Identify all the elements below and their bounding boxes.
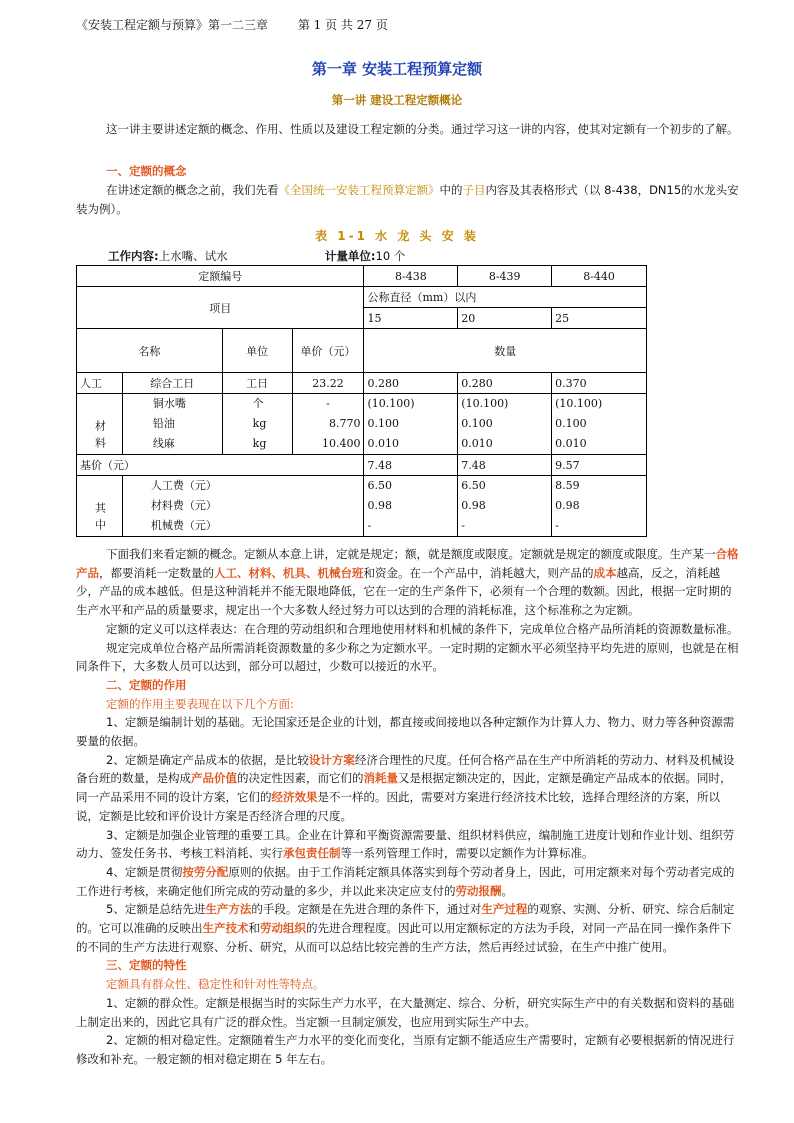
qty-cell: 0.100 bbox=[367, 417, 399, 430]
work-value: 上水嘴、试水 bbox=[158, 249, 228, 263]
qty-cell: (10.100) bbox=[555, 397, 603, 410]
code-cell: 8-440 bbox=[552, 266, 647, 287]
qty-cell: 7.48 bbox=[364, 455, 458, 476]
text: 和资金。在一个产品中，消耗越大，则产品的 bbox=[363, 565, 594, 580]
text: 越高，反之，消耗越少，产品的成本越低。但是这种消耗并不能无限地降低，它在一定的生产条件下，必须有一个合理的数额。因此，根据一定时期的生产水平和产品的质量要求，规定出一个大多数人经过努力可以达到的合理的消耗标准，这个标准称之为定额。 bbox=[76, 565, 732, 618]
highlight-term: 生产过程 bbox=[481, 902, 528, 917]
text: 的观察、实测、分析、研究、综合后制定的。它可以准确的反映出 bbox=[76, 902, 735, 936]
material-qty-col bbox=[364, 394, 458, 455]
qty-cell: 9.57 bbox=[552, 455, 647, 476]
intro-paragraph: 这一讲主要讲述定额的概念、作用、性质以及建设工程定额的分类。通过学习这一讲的内容，使其对定额有一个初步的了解。 bbox=[106, 122, 739, 136]
table-row bbox=[77, 394, 647, 455]
highlight-term: 子目 bbox=[462, 183, 486, 197]
text: 的决定性因素，而它们的 bbox=[237, 771, 364, 786]
diameter-cell: 20 bbox=[458, 308, 552, 329]
item-unit: kg bbox=[252, 417, 267, 430]
qty-cell: 0.010 bbox=[367, 437, 399, 450]
highlight-term: 生产方法 bbox=[205, 902, 252, 917]
concept-paragraph bbox=[76, 545, 740, 620]
qty-cell: 0.010 bbox=[555, 437, 587, 450]
qty-cell: (10.100) bbox=[461, 397, 509, 410]
text: 内容及其表格形式（以 8-438，DN15的水龙头安装为例）。 bbox=[76, 183, 739, 216]
table-row bbox=[77, 373, 647, 394]
text: ，都要消耗一定数量的 bbox=[99, 565, 214, 580]
unit-label: 计量单位: bbox=[324, 249, 376, 263]
chapter-title: 第一章 安装工程预算定额 bbox=[311, 60, 483, 78]
section-2-title: 二、定额的作用 bbox=[106, 677, 187, 692]
body-text bbox=[76, 545, 740, 1069]
category-cell: 人工 bbox=[77, 373, 123, 394]
highlight-term: 人工、材料、机具、机械台班 bbox=[214, 565, 364, 580]
qty-cell: 0.370 bbox=[552, 373, 647, 394]
highlight-term: 合格产品 bbox=[76, 547, 739, 580]
qty-cell: 0.280 bbox=[458, 373, 552, 394]
table-caption: 表 1-1 水 龙 头 安 装 bbox=[315, 229, 479, 243]
item-name: 材料费（元） bbox=[150, 499, 217, 512]
table-row bbox=[77, 476, 647, 537]
text: 3、定额是加强企业管理的重要工具。企业在计算和平衡资源需要量、组织材料供应，编制施工进度计划和作业计划、组织劳动力、签发任务书、考核工料消耗、实行 bbox=[76, 827, 735, 861]
item-name: 综合工日 bbox=[122, 373, 222, 394]
unit-col: 单位 bbox=[222, 329, 292, 373]
standard-link[interactable]: 《全国统一安装工程预算定额》 bbox=[278, 183, 440, 197]
section-1 bbox=[76, 162, 740, 219]
role-4 bbox=[76, 863, 740, 900]
qty-cell: 6.50 bbox=[461, 479, 486, 492]
code-cell: 8-438 bbox=[364, 266, 458, 287]
text: 2、定额是确定产品成本的依据，是比较 bbox=[106, 752, 309, 767]
text: 。 bbox=[501, 883, 513, 898]
table-row bbox=[77, 266, 647, 287]
qty-cell: 8.59 bbox=[555, 479, 580, 492]
table-row bbox=[77, 455, 647, 476]
item-unit: kg bbox=[252, 437, 267, 450]
highlight-term: 消耗量 bbox=[363, 771, 398, 786]
role-3 bbox=[76, 826, 740, 863]
qty-label: 数量 bbox=[364, 329, 647, 373]
level-paragraph: 规定完成单位合格产品所需消耗资源数量的多少称之为定额水平。一定时期的定额水平必须坚持平均先进的原则，也就是在相同条件下，大多数人员可以达到，部分可以超过，少数可以接近的水平。 bbox=[76, 640, 739, 674]
qty-cell: - bbox=[461, 519, 465, 532]
diameter-cell: 15 bbox=[364, 308, 458, 329]
doc-title: 《安装工程定额与预算》第一二三章 bbox=[76, 18, 269, 32]
section-1-paragraph bbox=[76, 181, 740, 219]
definition-paragraph: 定额的定义可以这样表达：在合理的劳动组织和合理地使用材料和机械的条件下，完成单位合格产品所消耗的资源数量标准。 bbox=[106, 621, 739, 636]
highlight-term: 产品价值 bbox=[191, 771, 237, 786]
role-2 bbox=[76, 751, 740, 826]
code-label: 定额编号 bbox=[77, 266, 364, 287]
qty-cell: (10.100) bbox=[367, 397, 415, 410]
included-qty-col bbox=[458, 476, 552, 537]
qty-cell: 0.98 bbox=[367, 499, 392, 512]
qty-cell: 0.010 bbox=[461, 437, 493, 450]
text: 5、定额是总结先进 bbox=[106, 902, 206, 917]
work-label: 工作内容: bbox=[108, 249, 159, 263]
trait-1: 1、定额的群众性。定额是根据当时的实际生产力水平，在大量测定、综合、分析，研究实际生产中的有关数据和资料的基础上制定出来的，因此它具有广泛的群众性。当定额一旦制定颁发，也应用到实际生产中去。 bbox=[76, 995, 735, 1029]
diameter-cell: 25 bbox=[552, 308, 647, 329]
text: 原则的依据。由于工作消耗定额具体落实到每个劳动者身上，因此，可用定额来对每个劳动者完成的工作进行考核，来确定他们所完成的劳动量的多少，并以此来决定应支付的 bbox=[76, 864, 735, 898]
highlight-term: 成本 bbox=[593, 565, 617, 580]
page-number: 第 1 页 共 27 页 bbox=[297, 18, 388, 32]
section-2-lead: 定额的作用主要表现在以下几个方面: bbox=[106, 696, 294, 711]
highlight-term: 生产技术 bbox=[202, 921, 249, 936]
item-price: 10.400 bbox=[321, 437, 361, 450]
text: 的手段。定额是在先进合理的条件下，通过对 bbox=[251, 902, 482, 917]
item-name: 铅油 bbox=[152, 417, 175, 430]
text: 中的 bbox=[439, 183, 463, 197]
table-meta bbox=[108, 248, 405, 264]
item-unit: 工日 bbox=[222, 373, 292, 394]
item-name: 人工费（元） bbox=[150, 479, 217, 492]
name-label: 名称 bbox=[77, 329, 223, 373]
item-name: 铜水嘴 bbox=[152, 397, 186, 410]
unit-value: 10 个 bbox=[375, 249, 406, 263]
material-qty-col bbox=[552, 394, 647, 455]
section-3-lead: 定额具有群众性、稳定性和针对性等特点。 bbox=[106, 977, 325, 992]
text: 又是根据定额决定的，因此，定额是确定产品成本的依据。同时，同一产品采用不同的设计方案，它们的 bbox=[76, 771, 732, 805]
qty-cell: - bbox=[367, 519, 372, 532]
text: 是不一样的。因此，需要对方案进行经济技术比较，选择合理经济的方案，所以说，定额是比较和评价设计方案是否经济合理的尺度。 bbox=[76, 790, 720, 823]
role-1: 1、定额是编制计划的基础。无论国家还是企业的计划，都直接或间接地以各种定额作为计算人力、物力、财力等各种资源需要量的依据。 bbox=[76, 715, 735, 749]
qty-cell: 6.50 bbox=[367, 479, 392, 492]
category-cell: 其中 bbox=[77, 476, 123, 537]
text: 等一系列管理工作时，需要以定额作为计算标准。 bbox=[340, 846, 594, 861]
section-1-title: 一、定额的概念 bbox=[106, 164, 187, 178]
highlight-term: 经济效果 bbox=[271, 790, 318, 805]
included-qty-col bbox=[552, 476, 647, 537]
included-qty-col bbox=[364, 476, 458, 537]
qty-cell: 0.98 bbox=[461, 499, 486, 512]
item-label: 项目 bbox=[77, 287, 364, 329]
item-price: 23.22 bbox=[292, 373, 364, 394]
qty-cell: 0.280 bbox=[364, 373, 458, 394]
material-names bbox=[122, 394, 222, 455]
text: 的先进合理程度。因此可以用定额标定的方法为手段，对同一产品在同一操作条件下的不同的生产方法进行观察、分析、研究，从而可以总结比较完善的生产方法，然后再经过试验，在生产中推广使用。 bbox=[76, 921, 732, 954]
highlight-term: 设计方案 bbox=[308, 752, 355, 767]
item-name: 机械费（元） bbox=[150, 519, 217, 532]
qty-cell: 0.100 bbox=[461, 417, 493, 430]
item-unit: 个 bbox=[252, 397, 264, 410]
diameter-label: 公称直径（mm）以内 bbox=[364, 287, 647, 308]
highlight-term: 按劳分配 bbox=[182, 864, 229, 879]
code-cell: 8-439 bbox=[458, 266, 552, 287]
text: 和 bbox=[248, 921, 260, 936]
lecture-title: 第一讲 建设工程定额概论 bbox=[331, 93, 463, 107]
text: 经济合理性的尺度。任何合格产品在生产中所消耗的劳动力、材料及机械设备台班的数量，是构成 bbox=[76, 752, 735, 786]
quota-table bbox=[76, 265, 647, 537]
highlight-term: 承包责任制 bbox=[283, 846, 341, 861]
category-cell: 材料 bbox=[77, 394, 123, 455]
price-col: 单价（元） bbox=[292, 329, 364, 373]
text: 下面我们来看定额的概念。定额从本意上讲，定就是规定；额，就是额度或限度。定额就是规定的额度或限度。生产某一 bbox=[106, 547, 716, 561]
text: 4、定额是贯彻 bbox=[106, 864, 183, 879]
table-row bbox=[77, 329, 647, 373]
qty-cell: 0.98 bbox=[555, 499, 580, 512]
highlight-term: 劳动组织 bbox=[260, 921, 306, 936]
material-units bbox=[222, 394, 292, 455]
item-name: 线麻 bbox=[152, 437, 175, 450]
trait-2: 2、定额的相对稳定性。定额随着生产力水平的变化而变化，当原有定额不能适应生产需要时，定额有必要根据新的情况进行修改和补充。一般定额的相对稳定期在 5 年左右。 bbox=[76, 1033, 735, 1066]
item-price: 8.770 bbox=[328, 417, 361, 430]
qty-cell: - bbox=[555, 519, 559, 532]
text: 在讲述定额的概念之前，我们先看 bbox=[106, 183, 279, 197]
item-price: - bbox=[326, 397, 330, 410]
material-qty-col bbox=[458, 394, 552, 455]
table-row bbox=[77, 287, 647, 308]
material-prices bbox=[292, 394, 364, 455]
role-5 bbox=[76, 900, 740, 956]
section-3-title: 三、定额的特性 bbox=[106, 958, 187, 973]
qty-cell: 0.100 bbox=[555, 417, 587, 430]
qty-cell: 7.48 bbox=[458, 455, 552, 476]
base-label: 基价（元） bbox=[77, 455, 364, 476]
page-header bbox=[76, 16, 388, 33]
included-names bbox=[122, 476, 364, 537]
highlight-term: 劳动报酬 bbox=[455, 883, 502, 898]
